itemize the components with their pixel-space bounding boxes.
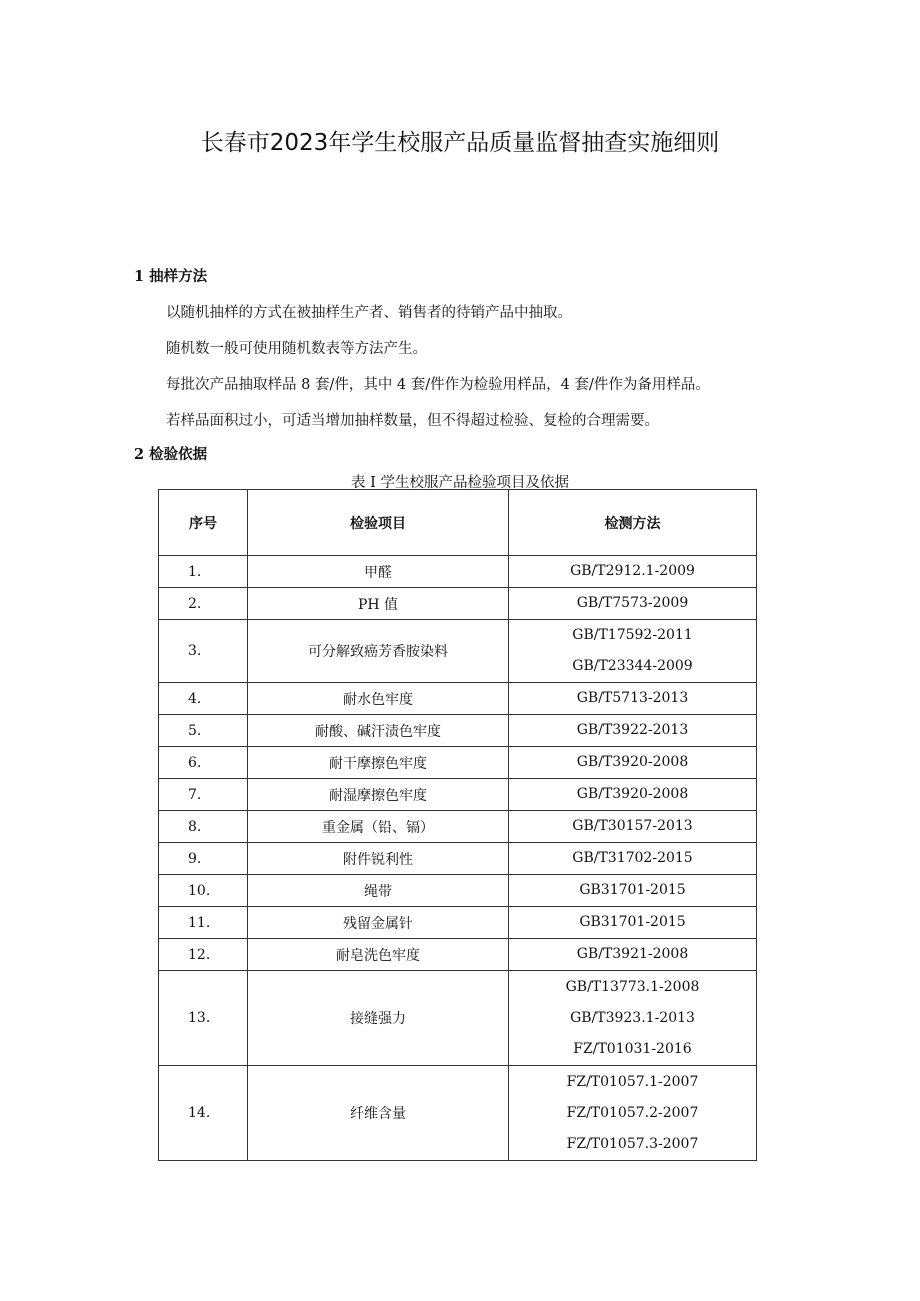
inspection-item: 绳带 [248, 875, 509, 907]
inspection-item: 耐湿摩擦色牢度 [248, 779, 509, 811]
test-method-cell [509, 620, 757, 683]
inspection-item: 耐皂洗色牢度 [248, 939, 509, 971]
test-method-cell [509, 907, 757, 939]
inspection-item: 耐干摩擦色牢度 [248, 747, 509, 779]
header-item: 检验项目 [248, 490, 509, 556]
test-method-cell [509, 939, 757, 971]
table-row [159, 971, 757, 1066]
row-number: 3. [159, 620, 248, 683]
paragraph-4: 若样品面积过小，可适当增加抽样数量，但不得超过检验、复检的合理需要。 [166, 413, 659, 429]
row-number: 1. [159, 556, 248, 588]
test-method: GB/T31702-2015 [572, 850, 693, 866]
test-method: GB/T3922-2013 [576, 722, 689, 738]
test-method-cell [509, 811, 757, 843]
inspection-item: 重金属（铅、镉） [248, 811, 509, 843]
table-caption: 表 I 学生校服产品检验项目及依据 [351, 475, 569, 491]
table-row [159, 907, 757, 939]
test-method: GB/T13773.1-2008 [565, 978, 700, 995]
row-number: 5. [159, 715, 248, 747]
row-number: 6. [159, 747, 248, 779]
test-method-cell [509, 1066, 757, 1161]
test-method: GB/T30157-2013 [572, 818, 693, 834]
table-row [159, 556, 757, 588]
test-method-cell [509, 843, 757, 875]
inspection-item: 接缝强力 [248, 971, 509, 1066]
inspection-item: 附件锐利性 [248, 843, 509, 875]
test-method: FZ/T01057.1-2007 [566, 1073, 699, 1090]
inspection-item: 残留金属针 [248, 907, 509, 939]
row-number: 12. [159, 939, 248, 971]
test-method-cell [509, 715, 757, 747]
test-method-cell [509, 683, 757, 715]
test-method-cell [509, 875, 757, 907]
table-row [159, 588, 757, 620]
row-number: 14. [159, 1066, 248, 1161]
section-2-heading: 2 检验依据 [134, 446, 208, 463]
table-row [159, 683, 757, 715]
table-row [159, 1066, 757, 1161]
row-number: 10. [159, 875, 248, 907]
test-method-cell [509, 556, 757, 588]
paragraph-2: 随机数一般可使用随机数表等方法产生。 [166, 341, 427, 357]
test-method-cell [509, 588, 757, 620]
paragraph-3: 每批次产品抽取样品 8 套/件，其中 4 套/件作为检验用样品，4 套/件作为备用样品。 [166, 377, 710, 393]
test-method: GB/T3921-2008 [576, 946, 689, 962]
table-row [159, 843, 757, 875]
document-title: 长春市2023年学生校服产品质量监督抽查实施细则 [200, 130, 720, 156]
test-method: GB/T3920-2008 [576, 786, 689, 802]
inspection-item: 纤维含量 [248, 1066, 509, 1161]
inspection-table [158, 489, 757, 1161]
row-number: 8. [159, 811, 248, 843]
table-body [159, 556, 757, 1161]
row-number: 7. [159, 779, 248, 811]
test-method: GB31701-2015 [579, 882, 686, 898]
test-method: FZ/T01057.3-2007 [566, 1135, 699, 1152]
inspection-item: 耐酸、碱汗渍色牢度 [248, 715, 509, 747]
test-method: GB/T7573-2009 [576, 595, 689, 611]
header-no: 序号 [159, 490, 248, 556]
test-method: GB/T2912.1-2009 [570, 563, 695, 579]
test-method: FZ/T01031-2016 [573, 1040, 692, 1057]
inspection-item: 可分解致癌芳香胺染料 [248, 620, 509, 683]
test-method: GB31701-2015 [579, 914, 686, 930]
inspection-item: 耐水色牢度 [248, 683, 509, 715]
header-method: 检测方法 [509, 490, 757, 556]
table-row [159, 939, 757, 971]
inspection-item: PH 值 [248, 588, 509, 620]
test-method: GB/T23344-2009 [572, 658, 693, 674]
test-method: GB/T17592-2011 [572, 627, 693, 643]
table-header-row [159, 490, 757, 556]
inspection-item: 甲醛 [248, 556, 509, 588]
test-method: GB/T5713-2013 [576, 690, 689, 706]
table-row [159, 715, 757, 747]
test-method: FZ/T01057.2-2007 [566, 1104, 699, 1121]
table-row [159, 620, 757, 683]
table-row [159, 779, 757, 811]
test-method: GB/T3923.1-2013 [570, 1009, 695, 1026]
row-number: 2. [159, 588, 248, 620]
table-row [159, 875, 757, 907]
row-number: 13. [159, 971, 248, 1066]
test-method-cell [509, 971, 757, 1066]
paragraph-1: 以随机抽样的方式在被抽样生产者、销售者的待销产品中抽取。 [166, 305, 572, 321]
table-row [159, 811, 757, 843]
section-1-heading: 1 抽样方法 [134, 268, 208, 285]
table-row [159, 747, 757, 779]
test-method-cell [509, 747, 757, 779]
test-method-cell [509, 779, 757, 811]
row-number: 9. [159, 843, 248, 875]
row-number: 4. [159, 683, 248, 715]
row-number: 11. [159, 907, 248, 939]
test-method: GB/T3920-2008 [576, 754, 689, 770]
